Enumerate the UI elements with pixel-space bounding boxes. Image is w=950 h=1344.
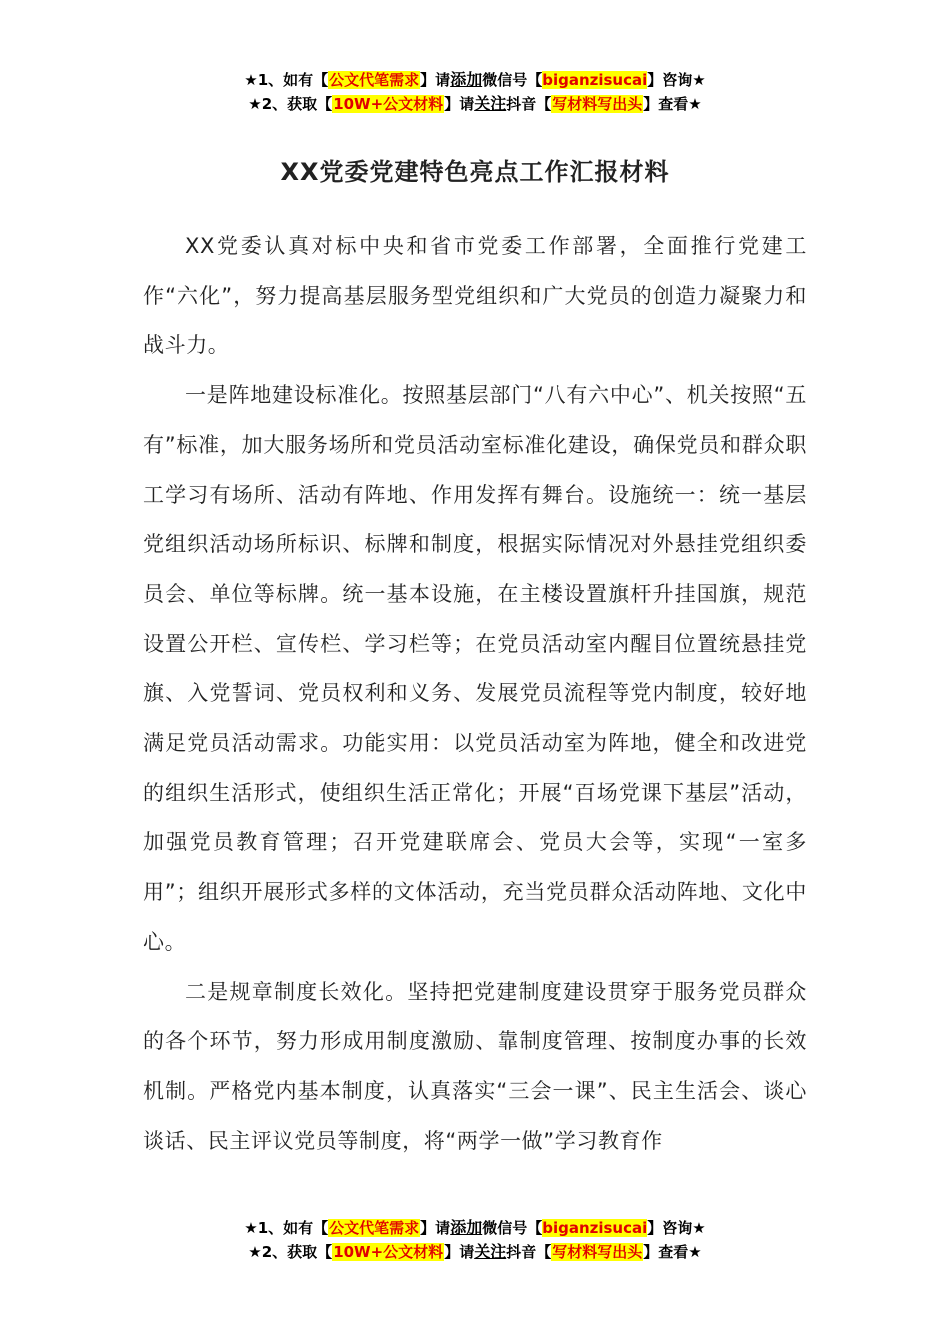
footer-wechat-label: 微信号【 <box>482 1219 543 1237</box>
header-line1-suffix: 】咨询★ <box>647 71 706 89</box>
footer-line-1 <box>0 1216 950 1240</box>
footer-follow-word: 关注 <box>474 1242 507 1261</box>
footer-douyin-account: 写材料写出头 <box>552 1243 643 1261</box>
header-wechat-id: biganzisucai <box>542 71 648 89</box>
header-line2-prefix: ★2、获取【 <box>248 95 333 113</box>
header-materials-highlight: 10W+公文材料 <box>333 95 444 113</box>
header-line-1 <box>0 68 950 92</box>
footer-line2-prefix: ★2、获取【 <box>248 1243 333 1261</box>
header-wechat-label: 微信号【 <box>482 71 543 89</box>
footer-line1-text: 】请 <box>420 1219 451 1237</box>
footer-line2-suffix: 】查看★ <box>643 1243 702 1261</box>
header-line2-suffix: 】查看★ <box>643 95 702 113</box>
header-douyin-account: 写材料写出头 <box>552 95 643 113</box>
document-title: XX党委党建特色亮点工作汇报材料 <box>280 158 670 186</box>
header-add-word: 添加 <box>450 70 483 89</box>
document-body <box>143 222 807 1166</box>
footer-line2-text: 】请 <box>444 1243 475 1261</box>
header-line2-text: 】请 <box>444 95 475 113</box>
footer-add-word: 添加 <box>450 1218 483 1237</box>
footer-service-highlight: 公文代笔需求 <box>329 1219 420 1237</box>
body-paragraph: 一是阵地建设标准化。按照基层部门“八有六中心”、机关按照“五有”标准，加大服务场所和党员活动室标准化建设，确保党员和群众职工学习有场所、活动有阵地、作用发挥有舞台。设施统一：统一基层党组织活动场所标识、标牌和制度，根据实际情况对外悬挂党组织委员会、单位等标牌。统一基本设施，在主楼设置旗杆升挂国旗，规范设置公开栏、宣传栏、学习栏等；在党员活动室内醒目位置统悬挂党旗、入党誓词、党员权利和义务、发展党员流程等党内制度，较好地满足党员活动需求。功能实用：以党员活动室为阵地，健全和改进党的组织生活形式，使组织生活正常化；开展“百场党课下基层”活动，加强党员教育管理；召开党建联席会、党员大会等，实现“一室多用”；组织开展形式多样的文体活动，充当党员群众活动阵地、文化中心。 <box>143 383 807 954</box>
body-paragraph: 二是规章制度长效化。坚持把党建制度建设贯穿于服务党员群众的各个环节，努力形成用制度激励、靠制度管理、按制度办事的长效机制。严格党内基本制度，认真落实“三会一课”、民主生活会、谈心谈话、民主评议党员等制度，将“两学一做”学习教育作 <box>143 979 807 1153</box>
header-banner <box>0 68 950 116</box>
header-douyin-label: 抖音【 <box>506 95 552 113</box>
footer-wechat-id: biganzisucai <box>542 1219 648 1237</box>
footer-banner <box>0 1216 950 1264</box>
footer-line1-prefix: ★1、如有【 <box>244 1219 329 1237</box>
footer-line1-suffix: 】咨询★ <box>647 1219 706 1237</box>
body-paragraph: XX党委认真对标中央和省市党委工作部署，全面推行党建工作“六化”，努力提高基层服务型党组织和广大党员的创造力凝聚力和战斗力。 <box>143 234 807 358</box>
header-line1-text: 】请 <box>420 71 451 89</box>
header-service-highlight: 公文代笔需求 <box>329 71 420 89</box>
footer-douyin-label: 抖音【 <box>506 1243 552 1261</box>
header-follow-word: 关注 <box>474 94 507 113</box>
header-line1-prefix: ★1、如有【 <box>244 71 329 89</box>
header-line-2 <box>0 92 950 116</box>
footer-materials-highlight: 10W+公文材料 <box>333 1243 444 1261</box>
footer-line-2 <box>0 1240 950 1264</box>
